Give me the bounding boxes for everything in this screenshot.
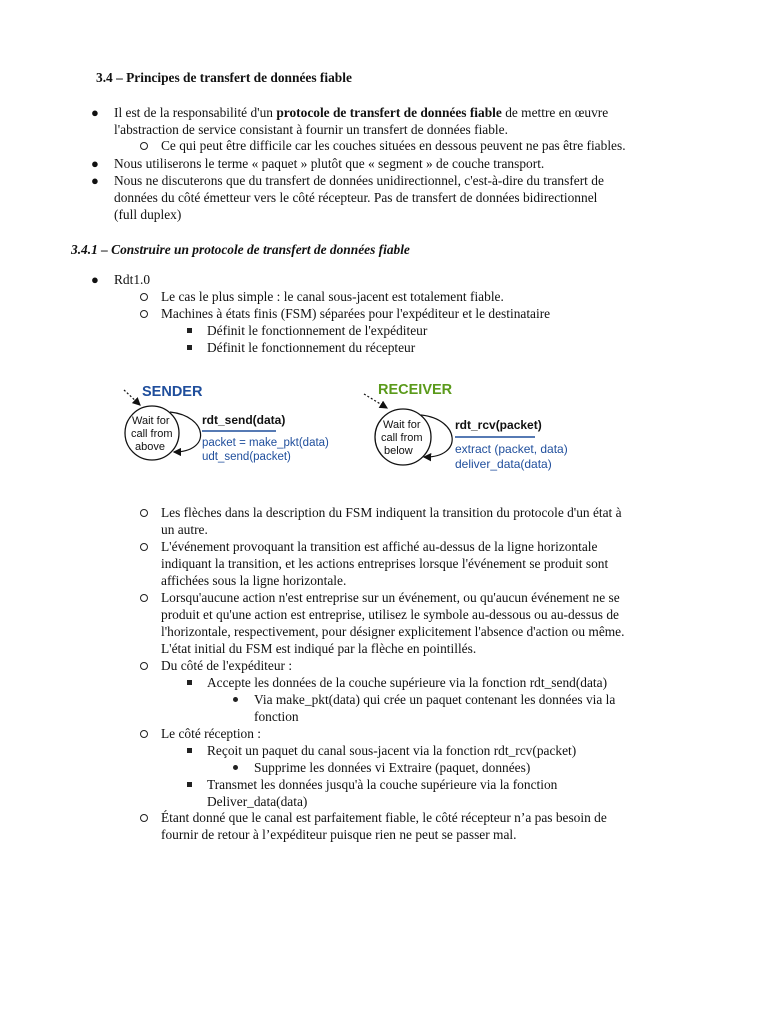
receiver-event: rdt_rcv(packet) bbox=[455, 418, 542, 432]
note-sub-sub-text: fonction bbox=[254, 709, 299, 724]
bullet-icon: ● bbox=[91, 272, 99, 287]
sub-bullet-text: Ce qui peut être difficile car les couches situées en dessous peuvent ne pas être fiables. bbox=[161, 138, 626, 153]
section-title: 3.4 – Principes de transfert de données fiable bbox=[96, 70, 352, 85]
note-text: L'état initial du FSM est indiqué par la flèche en pointillés. bbox=[161, 641, 477, 656]
circle-bullet-icon bbox=[140, 142, 148, 150]
circle-bullet-icon bbox=[140, 814, 148, 822]
subsection-title: 3.4.1 – Construire un protocole de transfert de données fiable bbox=[71, 242, 410, 257]
bullet-icon: ● bbox=[91, 105, 99, 120]
note-text: L'événement provoquant la transition est affiché au-dessus de la ligne horizontale bbox=[161, 539, 598, 554]
receiver-action: extract (packet, data) bbox=[455, 442, 568, 456]
bullet-text: (full duplex) bbox=[114, 207, 182, 222]
bullet-text: Il est de la responsabilité d'un protocole de transfert de données fiable de mettre en œuvre bbox=[114, 105, 609, 120]
fsm-diagram bbox=[110, 372, 600, 482]
bullet-icon: ● bbox=[91, 156, 99, 171]
sender-state-label: call from bbox=[131, 428, 173, 440]
circle-bullet-icon bbox=[140, 509, 148, 517]
circle-bullet-icon bbox=[140, 293, 148, 301]
receiver-state-label: below bbox=[384, 445, 413, 457]
note-text: un autre. bbox=[161, 522, 208, 537]
square-bullet-icon bbox=[187, 680, 192, 685]
note-text: Du côté de l'expéditeur : bbox=[161, 658, 293, 673]
bullet-text: Rdt1.0 bbox=[114, 272, 151, 287]
note-sub-text: Accepte les données de la couche supérieure via la fonction rdt_send(data) bbox=[207, 675, 608, 690]
note-text: Étant donné que le canal est parfaitement fiable, le côté récepteur n’a pas besoin de bbox=[161, 810, 607, 825]
bullet-icon: ● bbox=[91, 173, 99, 188]
sender-event: rdt_send(data) bbox=[202, 413, 286, 427]
sub-sub-bullet-text: Définit le fonctionnement de l'expéditeur bbox=[207, 323, 428, 338]
circle-bullet-icon bbox=[140, 730, 148, 738]
initial-arrow bbox=[124, 390, 140, 405]
circle-bullet-icon bbox=[140, 662, 148, 670]
receiver-state-label: call from bbox=[381, 432, 423, 444]
square-bullet-icon bbox=[187, 748, 192, 753]
note-text: fournir de retour à l’expéditeur puisque rien ne peut se passer mal. bbox=[161, 827, 517, 842]
circle-bullet-icon bbox=[140, 310, 148, 318]
sender-action: packet = make_pkt(data) bbox=[202, 437, 329, 449]
sub-bullet-text: Machines à états finis (FSM) séparées pour l'expéditeur et le destinataire bbox=[161, 306, 551, 321]
bullet-text: Nous ne discuterons que du transfert de données unidirectionnel, c'est-à-dire du transfert de bbox=[114, 173, 604, 188]
note-text: Les flèches dans la description du FSM indiquent la transition du protocole d'un état à bbox=[161, 505, 622, 520]
note-text: Le côté réception : bbox=[161, 726, 262, 741]
note-text: l'horizontale, respectivement, pour désigner explicitement l'absence d'action ou même. bbox=[161, 624, 625, 639]
bullet-text: l'abstraction de service consistant à fournir un transfert de données fiable. bbox=[114, 122, 508, 137]
bullet-text: données du côté émetteur vers le côté récepteur. Pas de transfert de données bidirectionnel bbox=[114, 190, 598, 205]
sender-title: SENDER bbox=[142, 384, 203, 400]
note-sub-sub-text: Supprime les données vi Extraire (paquet, données) bbox=[254, 760, 531, 775]
sender-state-label: Wait for bbox=[132, 415, 170, 427]
sub-bullet-text: Le cas le plus simple : le canal sous-jacent est totalement fiable. bbox=[161, 289, 504, 304]
bullet-text: Nous utiliserons le terme « paquet » plutôt que « segment » de couche transport. bbox=[114, 156, 545, 171]
note-text: affichées sous la ligne horizontale. bbox=[161, 573, 347, 588]
sender-state-label: above bbox=[135, 441, 165, 453]
square-bullet-icon bbox=[187, 782, 192, 787]
note-sub-text: Deliver_data(data) bbox=[207, 794, 308, 809]
receiver-state-label: Wait for bbox=[383, 419, 421, 431]
dot-bullet-icon bbox=[233, 697, 238, 702]
note-sub-text: Reçoit un paquet du canal sous-jacent via la fonction rdt_rcv(packet) bbox=[207, 743, 577, 758]
receiver-action: deliver_data(data) bbox=[455, 457, 552, 471]
note-text: Lorsqu'aucune action n'est entreprise sur un événement, ou qu'aucun événement ne se bbox=[161, 590, 620, 605]
receiver-title: RECEIVER bbox=[378, 382, 453, 398]
sender-action: udt_send(packet) bbox=[202, 451, 291, 463]
circle-bullet-icon bbox=[140, 594, 148, 602]
circle-bullet-icon bbox=[140, 543, 148, 551]
note-text: produit et qu'une action est entreprise, utilisez le symbole au-dessous ou au-dessus de bbox=[161, 607, 619, 622]
note-sub-text: Transmet les données jusqu'à la couche supérieure via la fonction bbox=[207, 777, 558, 792]
dot-bullet-icon bbox=[233, 765, 238, 770]
square-bullet-icon bbox=[187, 328, 192, 333]
sub-sub-bullet-text: Définit le fonctionnement du récepteur bbox=[207, 340, 416, 355]
square-bullet-icon bbox=[187, 345, 192, 350]
note-text: indiquant la transition, et les actions entreprises lorsque l'événement se produit sont bbox=[161, 556, 609, 571]
note-sub-sub-text: Via make_pkt(data) qui crée un paquet contenant les données via la bbox=[254, 692, 616, 707]
